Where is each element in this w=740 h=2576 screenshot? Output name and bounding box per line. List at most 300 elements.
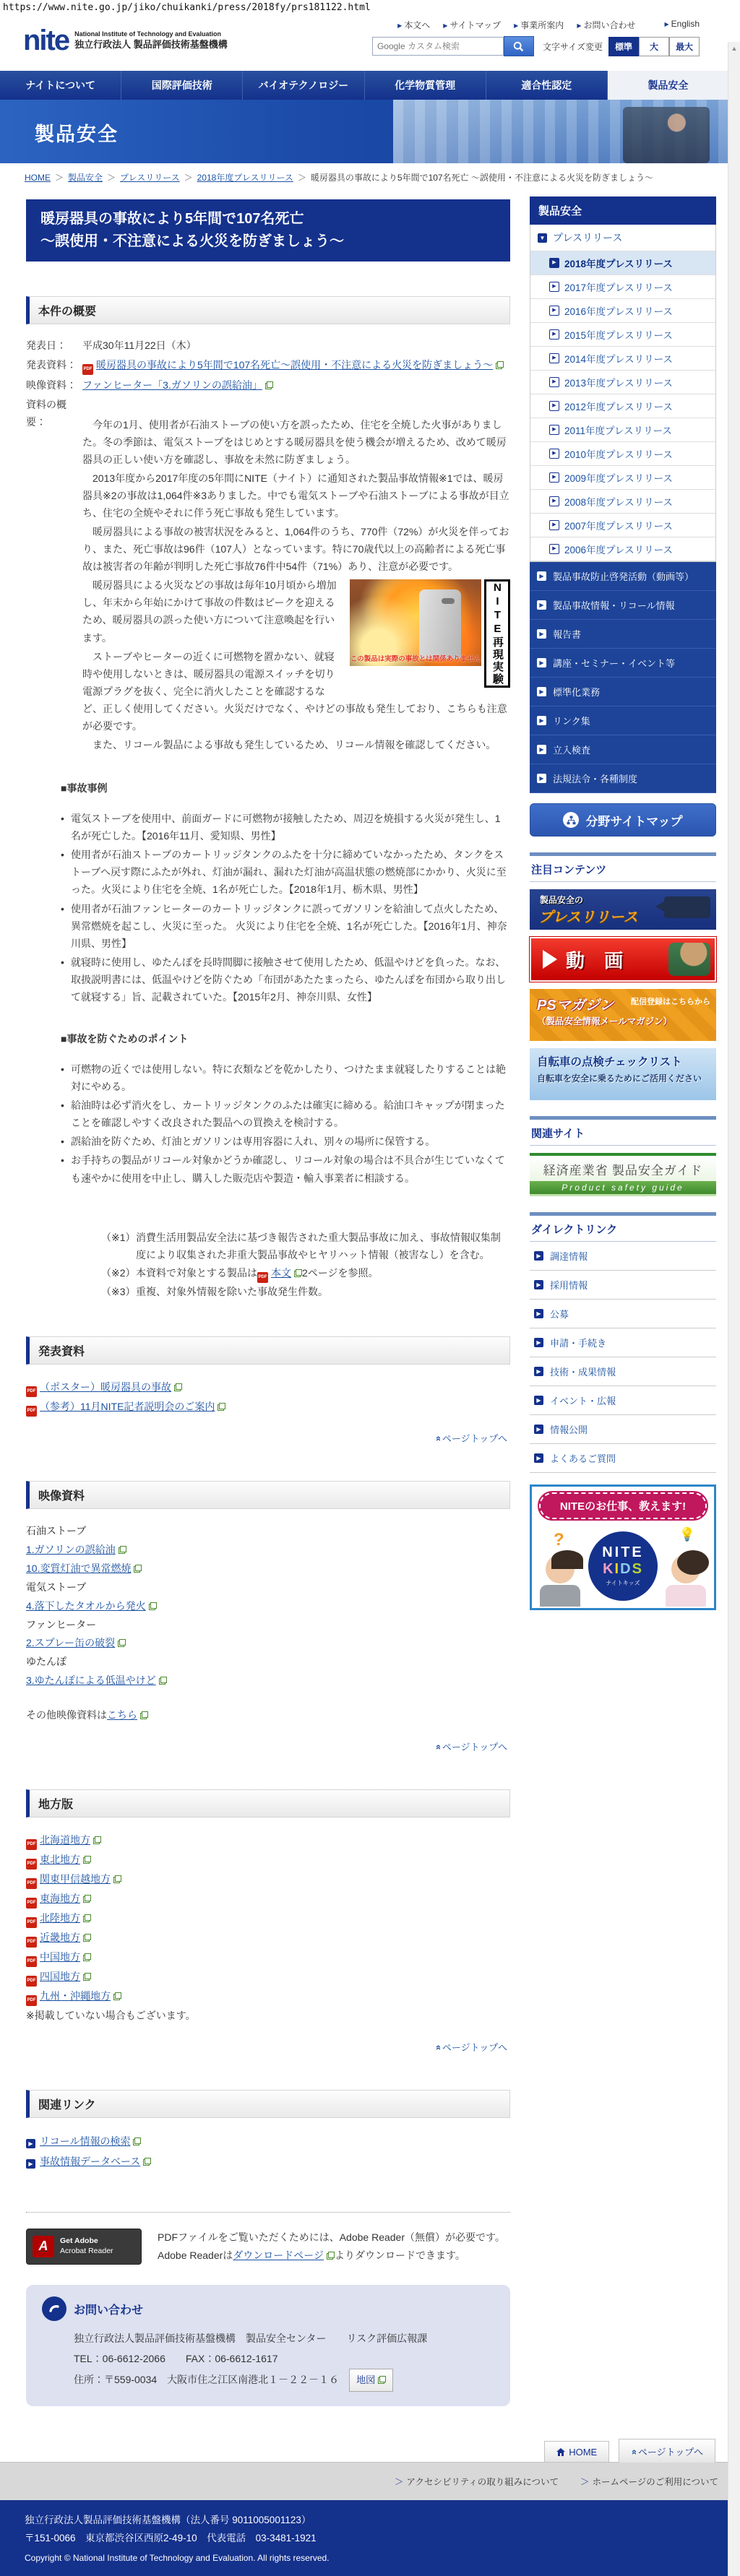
- press-docs-heading: 発表資料: [26, 1336, 510, 1365]
- related-link-row: [26, 2131, 510, 2151]
- banner-text: プレスリリース: [538, 909, 638, 926]
- summary-paragraph: 暖房器具による事故の被害状況をみると、1,064件のうち、770件（72%）が火災を伴っており、また、死亡事故は96件（107人）となっています。特に70歳代以上の高齢者による死亡事故は被害者の年齢が判明した死亡事故76件中54件（71%）あり、注意が必要です。: [82, 526, 509, 573]
- bicycle-checklist-banner[interactable]: [530, 1048, 716, 1100]
- video-group-label: 石油ストーブ: [26, 1525, 87, 1537]
- accessibility-link[interactable]: ＞ アクセシビリティの取り組みについて: [394, 2477, 559, 2487]
- video-link[interactable]: 10.変質灯油で異常燃焼: [26, 1562, 132, 1574]
- pdf-icon: PDF: [26, 1995, 37, 2006]
- footnote-2: [101, 1264, 510, 1283]
- scrollbar[interactable]: [728, 42, 740, 2576]
- pdf-icon: PDF: [26, 1839, 37, 1850]
- banner-text: 経済産業省 製品安全ガイド: [543, 1164, 703, 1178]
- dog-photo: [668, 943, 710, 976]
- arrow-right-icon: ▶: [537, 687, 546, 696]
- arrow-right-icon: ▶: [537, 774, 546, 783]
- nav-item-international[interactable]: 国際評価技術: [121, 71, 242, 100]
- related-sites-heading: 関連サイト: [530, 1116, 716, 1146]
- article-title-box: [26, 199, 510, 262]
- summary-text: [82, 416, 510, 755]
- overview-heading: 本件の概要: [26, 296, 510, 324]
- utility-link-offices[interactable]: ▶ 事業所案内: [514, 20, 564, 30]
- pdf-icon: PDF: [26, 1976, 37, 1987]
- question-mark-icon: ?: [554, 1530, 564, 1550]
- nite-logo-text: nite: [23, 25, 69, 56]
- regional-pdf-link[interactable]: 北陸地方: [40, 1912, 80, 1924]
- nite-experiment-label: NITE再現実験: [484, 579, 510, 688]
- url-bar: https://www.nite.go.jp/jiko/chuikanki/press/2018fy/prs181122.html: [3, 2, 371, 13]
- triangle-icon: ▶: [664, 21, 669, 27]
- sidebar-item-reports[interactable]: ▶ 報告書: [530, 620, 716, 649]
- breadcrumb-separator: ＞: [184, 173, 193, 183]
- summary-paragraph: 今年の1月、使用者が石油ストーブの使い方を誤ったため、住宅を全焼した火事がありました。冬の季節は、電気ストーブをはじめとする暖房器具を使う機会が増えるため、改めて暖房器具の正しい使い方を確認し、事故を未然に防ぎましょう。: [82, 418, 507, 465]
- utility-nav: [397, 19, 700, 31]
- pdf-icon: PDF: [257, 1272, 268, 1283]
- footnotes: [101, 1229, 510, 1301]
- sidebar-item-events[interactable]: ▶ イベント・広報: [530, 1386, 716, 1415]
- new-window-icon: [140, 1711, 148, 1719]
- sidebar-item-press-2009[interactable]: ▶ 2009年度プレスリリース: [530, 466, 715, 490]
- page-top-link[interactable]: »ページトップへ: [431, 1742, 507, 1753]
- prevention-point-item: • 誤給油を防ぐため、灯油とガソリンは専用容器に入れ、別々の場所に保管する。: [61, 1133, 510, 1150]
- new-window-icon: [83, 1953, 91, 1961]
- banner-text: PSマガジン: [537, 998, 614, 1014]
- new-window-icon: [133, 2138, 141, 2145]
- home-button[interactable]: HOME: [544, 2441, 609, 2462]
- page-top-link[interactable]: »ページトップへ: [431, 1433, 507, 1445]
- contact-tel: TEL：06-6612-2066 FAX：06-6612-1617: [74, 2353, 278, 2364]
- contact-org: 独立行政法人製品評価技術基盤機構 製品安全センター リスク評価広報課: [74, 2333, 428, 2344]
- summary-paragraph: 2013年度から2017年度の5年間にNITE（ナイト）に通知された製品事故情報※1では、暖房器具※2の事故は1,064件※3ありました。中でも電気ストーブや石油ストーブによる事故が目立ち、住宅の全焼やそれに伴う死亡事故も発生しています。: [82, 472, 509, 519]
- banner-text: 動 画: [566, 949, 631, 972]
- nav-item-conformity[interactable]: 適合性認定: [486, 71, 607, 100]
- arrow-right-icon: ▶: [549, 258, 559, 268]
- arrow-right-icon: ▶: [534, 1425, 543, 1434]
- meta-value: 平成30年11月22日（木）: [82, 340, 197, 352]
- accident-case-item: • 使用者が石油ストーブのカートリッジタンクのふたを十分に締めていなかったため、タンクをストーブへ戻す際にふたが外れ、灯油が漏れ、漏れた灯油が高温状態の燃焼部にかかり、火災に至った。火災により住宅を全焼、1名が死亡した。【2018年1月、栃木県、男性】: [61, 846, 510, 898]
- girl-photo: [663, 1555, 708, 1608]
- sidebar-item-recall-info[interactable]: ▶ 製品事故情報・リコール情報: [530, 591, 716, 620]
- camera-icon: [664, 896, 710, 918]
- arrow-right-icon: ▶: [549, 520, 559, 530]
- pdf-icon: PDF: [26, 1859, 37, 1870]
- arrow-right-icon: ▶: [534, 1453, 543, 1463]
- arrow-right-icon: ▶: [534, 1309, 543, 1318]
- direct-links-heading: ダイレクトリンク: [530, 1212, 716, 1242]
- font-size-large-button[interactable]: 大: [639, 37, 669, 56]
- chevron-up-icon: »: [431, 1436, 443, 1442]
- new-window-icon: [174, 1383, 182, 1391]
- related-links-heading: 関連リンク: [26, 2090, 510, 2118]
- regional-pdf-link[interactable]: 関東甲信越地方: [40, 1873, 111, 1885]
- new-window-icon: [83, 1895, 91, 1903]
- pdf-icon: PDF: [26, 1937, 37, 1948]
- phone-icon: [42, 2296, 66, 2321]
- new-window-icon: [113, 1992, 121, 2000]
- sidebar-item-press-2015[interactable]: ▶ 2015年度プレスリリース: [530, 323, 715, 347]
- meta-label: 映像資料：: [26, 379, 77, 392]
- content-area: [0, 191, 728, 2406]
- accident-db-link[interactable]: 事故情報データベース: [40, 2155, 141, 2167]
- site-footer: [0, 2500, 728, 2576]
- recall-search-link[interactable]: リコール情報の検索: [40, 2135, 131, 2147]
- arrow-square-icon: ▶: [26, 2139, 35, 2148]
- new-window-icon: [118, 1639, 126, 1647]
- regional-row: [26, 1928, 510, 1948]
- sidebar-press-box: [530, 225, 716, 562]
- sidebar-item-press-2014[interactable]: ▶ 2014年度プレスリリース: [530, 347, 715, 371]
- search-icon: [513, 41, 524, 52]
- arrow-right-icon: ▶: [549, 401, 559, 411]
- new-window-icon: [134, 1565, 142, 1573]
- arrow-right-icon: ▶: [549, 472, 559, 483]
- regional-row: [26, 1987, 510, 2006]
- breadcrumb-separator: ＞: [107, 173, 116, 183]
- nite-kids-banner[interactable]: [530, 1484, 716, 1610]
- arrow-right-icon: ▶: [549, 306, 559, 316]
- breadcrumb-separator: ＞: [297, 173, 306, 183]
- site-usage-link[interactable]: ＞ ホームページのご利用について: [580, 2477, 718, 2487]
- other-videos-text: その他映像資料は: [26, 1709, 107, 1721]
- video-banner[interactable]: [530, 937, 716, 982]
- arrow-right-icon: ▶: [537, 716, 546, 725]
- nav-item-chemical[interactable]: 化学物質管理: [364, 71, 486, 100]
- footnote-text: 重複、対象外情報を除いた事故発生件数。: [136, 1285, 328, 1297]
- nite-logo[interactable]: [23, 25, 228, 56]
- breadcrumb-home[interactable]: HOME: [25, 173, 51, 183]
- videos-heading: 映像資料: [26, 1481, 510, 1509]
- video-group-label: 電気ストーブ: [26, 1581, 87, 1593]
- contact-heading: お問い合わせ: [74, 2304, 144, 2317]
- video-group-label: ファンヒーター: [26, 1618, 97, 1630]
- article-title-line1: 暖房器具の事故により5年間で107名死亡: [40, 211, 304, 228]
- arrow-right-icon: ▶: [534, 1396, 543, 1405]
- pdf-icon: PDF: [26, 1956, 37, 1967]
- video-link-row: [26, 1672, 510, 1690]
- arrow-right-icon: ▶: [549, 496, 559, 506]
- adobe-badge-line2: Acrobat Reader: [60, 2246, 113, 2255]
- accident-case-item: • 就寝時に使用し、ゆたんぽを長時間脚に接触させて使用したため、低温やけどを負った。なお、取扱説明書には、低温やけどを防ぐため「布団があたたまったら、ゆたんぽを布団から取り出して就寝する」旨、記載されていた。【2015年2月、神奈川県、女性】: [61, 954, 510, 1006]
- field-sitemap-button[interactable]: 分野サイトマップ: [530, 803, 716, 837]
- sidebar-item-links[interactable]: ▶ リンク集: [530, 706, 716, 735]
- nite-kids-logo: NITE KIDS ナイトキッズ: [588, 1531, 658, 1601]
- utility-link-honbun[interactable]: ▶ 本文へ: [397, 20, 431, 30]
- video-link[interactable]: 4.落下したタオルから発火: [26, 1599, 146, 1612]
- new-window-icon: [83, 1973, 91, 1981]
- utility-link-sitemap[interactable]: ▶ サイトマップ: [443, 20, 502, 30]
- triangle-icon: ▶: [443, 22, 448, 29]
- footnote-number: （※3）: [101, 1285, 136, 1297]
- logo-english-name: National Institute of Technology and Evaluation: [74, 30, 221, 38]
- meta-label: 発表資料：: [26, 359, 77, 371]
- sidebar-item-recruitment[interactable]: ▶ 採用情報: [530, 1271, 716, 1300]
- fire-photo-caption: この製品は実際の事故とは関係ありません: [350, 654, 481, 663]
- article-title-line2: ～誤使用・不注意による火災を防ぎましょう～: [40, 233, 344, 250]
- regional-row: [26, 1889, 510, 1909]
- arrow-right-icon: ▶: [537, 600, 546, 610]
- breadcrumb-product-safety[interactable]: 製品安全: [68, 173, 103, 183]
- contact-heading-row: [42, 2296, 494, 2321]
- pdf-icon: PDF: [26, 1406, 37, 1417]
- arrow-right-icon: ▶: [537, 658, 546, 667]
- arrow-right-icon: ▶: [549, 329, 559, 340]
- footer-utility-bar: [0, 2462, 728, 2500]
- adobe-download-link[interactable]: ダウンロードページ: [233, 2249, 324, 2261]
- nav-item-biotech[interactable]: バイオテクノロジー: [242, 71, 363, 100]
- meta-row-date: [26, 337, 510, 355]
- new-window-icon: [294, 1269, 302, 1277]
- press-release-banner[interactable]: [530, 889, 716, 930]
- pdf-icon: PDF: [26, 1898, 37, 1909]
- triangle-icon: ▶: [397, 22, 403, 29]
- fire-experiment-figure: [350, 579, 510, 688]
- hero-banner: [0, 100, 728, 163]
- new-window-icon: [93, 1836, 101, 1844]
- scrollbar-up-arrow[interactable]: ▲: [731, 45, 738, 52]
- chevron-up-icon: »: [627, 2449, 639, 2455]
- regional-pdf-link[interactable]: 四国地方: [40, 1971, 80, 1983]
- footnote-3: [101, 1283, 510, 1301]
- page-top-link[interactable]: »ページトップへ: [431, 2041, 507, 2053]
- footer-address: 〒151-0066 東京都渋谷区西原2-49-10 代表電話 03-3481-1921: [25, 2533, 317, 2543]
- sidebar-item-press-2017[interactable]: ▶ 2017年度プレスリリース: [530, 275, 715, 299]
- hero-photo-figure: [623, 107, 710, 163]
- triangle-icon: ▶: [514, 22, 519, 29]
- video-group-label: ゆたんぽ: [26, 1656, 66, 1668]
- footer-copyright: Copyright © National Institute of Technology and Evaluation. All rights reserved.: [25, 2553, 330, 2563]
- lightbulb-icon: 💡: [679, 1527, 695, 1542]
- arrow-right-icon: ▶: [537, 629, 546, 639]
- nav-item-product-safety[interactable]: 製品安全: [607, 71, 728, 100]
- regional-heading: 地方版: [26, 1789, 510, 1818]
- related-link-row: [26, 2151, 510, 2171]
- adobe-reader-note: [26, 2229, 510, 2265]
- video-link-row: [26, 1541, 510, 1560]
- video-link[interactable]: 2.スプレー缶の破裂: [26, 1637, 116, 1649]
- featured-contents-heading: 注目コンテンツ: [530, 852, 716, 882]
- arrow-right-icon: ▶: [549, 449, 559, 459]
- sidebar-item-faq[interactable]: ▶ よくあるご質問: [530, 1444, 716, 1473]
- sidebar-item-disclosure[interactable]: ▶ 情報公開: [530, 1415, 716, 1444]
- banner-subtext: 配信登録はこちらから: [631, 998, 710, 1007]
- video-doc-link[interactable]: ファンヒーター「3.ガソリンの誤給油」: [82, 379, 262, 392]
- regional-row: [26, 1967, 510, 1987]
- sidebar-item-press-2013[interactable]: ▶ 2013年度プレスリリース: [530, 371, 715, 394]
- sidebar-item-press-2008[interactable]: ▶ 2008年度プレスリリース: [530, 490, 715, 514]
- banner-text: （製品安全情報メールマガジン）: [537, 1016, 672, 1027]
- font-size-standard-button[interactable]: 標準: [608, 37, 639, 56]
- breadcrumb-current: 暖房器具の事故により5年間で107名死亡 ～誤使用・不注意による火災を防ぎましょう～: [310, 173, 653, 183]
- new-window-icon: [119, 1546, 126, 1554]
- utility-link-contact[interactable]: ▶ お問い合わせ: [577, 20, 636, 30]
- video-link-row: [26, 1634, 510, 1653]
- pdf-icon: PDF: [82, 364, 93, 375]
- arrow-right-icon: ▶: [549, 282, 559, 292]
- regional-row: [26, 1831, 510, 1850]
- regional-note: ※掲載していない場合もございます。: [26, 2010, 196, 2022]
- footer-tabs: [0, 2406, 728, 2462]
- regional-pdf-link[interactable]: 中国地方: [40, 1951, 80, 1963]
- sidebar-item-press-2012[interactable]: ▶ 2012年度プレスリリース: [530, 394, 715, 418]
- arrow-right-icon: ▶: [534, 1251, 543, 1261]
- logo-japanese-name: 独立行政法人 製品評価技術基盤機構: [74, 38, 228, 50]
- search-input[interactable]: [372, 37, 504, 56]
- contact-address: 住所：〒559-0034 大阪市住之江区南港北１－２２－１６: [74, 2374, 340, 2385]
- new-window-icon: [496, 361, 504, 369]
- briefing-pdf-link[interactable]: （参考）11月NITE記者説明会のご案内: [40, 1401, 215, 1413]
- meta-row-press-doc: [26, 357, 510, 375]
- accident-cases-heading: ■事故事例: [61, 782, 108, 795]
- new-window-icon: [83, 1856, 91, 1864]
- banner-text: 自転車の点検チェックリスト: [537, 1056, 682, 1069]
- arrow-square-icon: ▶: [26, 2159, 35, 2169]
- poster-pdf-link[interactable]: （ポスター）暖房器具の事故: [40, 1381, 171, 1393]
- videos-list: [26, 1522, 510, 1725]
- main-column: [26, 196, 510, 2406]
- contact-body: [74, 2328, 494, 2392]
- sidebar-item-regulations[interactable]: ▶ 法規法令・各種制度: [530, 764, 716, 793]
- new-window-icon: [218, 1403, 225, 1411]
- related-links-list: [26, 2131, 510, 2171]
- regional-row: [26, 1909, 510, 1928]
- sidebar-item-press-2006[interactable]: ▶ 2006年度プレスリリース: [530, 537, 715, 561]
- chevron-up-icon: »: [431, 2044, 443, 2050]
- search-button[interactable]: [504, 36, 534, 56]
- footnote-text: 本資料で対象とする製品は: [136, 1266, 257, 1279]
- meta-label: 資料の概要：: [26, 398, 66, 428]
- boy-photo: [538, 1555, 582, 1608]
- regional-pdf-link[interactable]: 東北地方: [40, 1854, 80, 1866]
- sidebar-item-procurement[interactable]: ▶ 調達情報: [530, 1242, 716, 1271]
- prevention-point-item: • 可燃物の近くでは使用しない。特に衣類などを乾かしたり、つけたまま就寝したりすることは絶対にやめる。: [61, 1060, 510, 1095]
- sidebar: [530, 196, 716, 1610]
- angle-icon: ＞: [580, 2477, 590, 2487]
- sidebar-item-press-2011[interactable]: ▶ 2011年度プレスリリース: [530, 418, 715, 442]
- accident-case-item: • 使用者が石油ファンヒーターのカートリッジタンクに誤ってガソリンを給油して点火したため、異常燃焼を起こし、火災に至った。 火災により住宅を全焼、1名が死亡した。【2016年1月、神奈川県、男性】: [61, 900, 510, 952]
- footer-org: 独立行政法人製品評価技術基盤機構（法人番号 9011005001123）: [25, 2515, 311, 2525]
- regional-pdf-link[interactable]: 北海道地方: [40, 1834, 90, 1846]
- arrow-right-icon: ▶: [549, 425, 559, 435]
- play-icon: [543, 950, 557, 969]
- breadcrumb: [0, 163, 728, 191]
- fire-photo: [350, 579, 481, 666]
- press-doc-link[interactable]: 暖房器具の事故により5年間で107名死亡～誤使用・不注意による火災を防ぎましょう～: [96, 359, 494, 371]
- breadcrumb-separator: ＞: [55, 173, 64, 183]
- regional-row: [26, 1850, 510, 1870]
- press-docs-list: [26, 1378, 510, 1417]
- arrow-right-icon: ▶: [534, 1338, 543, 1347]
- adobe-icon: A: [33, 2236, 54, 2257]
- video-link[interactable]: 3.ゆたんぽによる低温やけど: [26, 1674, 156, 1687]
- new-window-icon: [327, 2252, 335, 2260]
- utility-link-english[interactable]: ▶ English: [664, 19, 700, 29]
- new-window-icon: [83, 1914, 91, 1922]
- sidebar-item-technology[interactable]: ▶ 技術・成果情報: [530, 1357, 716, 1386]
- pdf-icon: PDF: [26, 1917, 37, 1928]
- header-search-area: [372, 36, 700, 56]
- arrow-right-icon: ▶: [534, 1280, 543, 1289]
- adobe-badge-line1: Get Adobe: [60, 2236, 98, 2245]
- font-size-max-button[interactable]: 最大: [669, 37, 700, 56]
- meti-product-safety-guide-banner[interactable]: [530, 1153, 716, 1196]
- pdf-icon: PDF: [26, 1878, 37, 1889]
- sidebar-title: 製品安全: [530, 196, 716, 225]
- video-link-row: [26, 1560, 510, 1578]
- video-link[interactable]: 1.ガソリンの誤給油: [26, 1544, 116, 1556]
- new-window-icon: [143, 2158, 151, 2166]
- prevention-point-item: • 給油時は必ず消火をし、カートリッジタンクのふたは確実に締める。給油口キャップが閉まったことを確認しやすく改良された製品への買換えを検討する。: [61, 1097, 510, 1131]
- new-window-icon: [378, 2376, 386, 2384]
- pdf-icon: PDF: [26, 1386, 37, 1397]
- map-button[interactable]: 地図: [349, 2369, 393, 2392]
- sidebar-item-press-2007[interactable]: ▶ 2007年度プレスリリース: [530, 514, 715, 537]
- sidebar-item-press-2018[interactable]: ▶ 2018年度プレスリリース: [530, 251, 715, 275]
- meta-label: 発表日：: [26, 340, 66, 352]
- adobe-note-text: PDFファイルをご覧いただくためには、Adobe Reader（無償）が必要です。Adobe Readerは: [158, 2231, 505, 2261]
- sidebar-item-press-2016[interactable]: ▶ 2016年度プレスリリース: [530, 299, 715, 323]
- banner-subtext: 自転車を安全に乗るためにご活用ください: [537, 1073, 702, 1084]
- main-text-pdf-link[interactable]: 本文: [271, 1266, 291, 1279]
- press-doc-row: [26, 1378, 510, 1397]
- arrow-right-icon: ▶: [534, 1367, 543, 1376]
- ps-magazine-banner[interactable]: [530, 989, 716, 1041]
- sidebar-item-applications[interactable]: ▶ 申請・手続き: [530, 1328, 716, 1357]
- regional-pdf-link[interactable]: 九州・沖縄地方: [40, 1990, 111, 2002]
- chevron-up-icon: »: [431, 1744, 443, 1750]
- new-window-icon: [113, 1875, 121, 1883]
- global-nav: [0, 71, 728, 100]
- arrow-right-icon: ▶: [549, 353, 559, 363]
- sidebar-item-press-2010[interactable]: ▶ 2010年度プレスリリース: [530, 442, 715, 466]
- page-top-button[interactable]: »ページトップへ: [619, 2439, 715, 2463]
- heater-shape: [419, 589, 461, 659]
- summary-paragraph: 暖房器具による火災などの事故は毎年10月頃から増加し、年末から年始にかけて事故の件数はピークを迎えるため、暖房器具の誤った使い方について注意喚起を行います。: [82, 579, 337, 644]
- sidebar-item-press-release[interactable]: ▼ プレスリリース: [530, 225, 715, 251]
- footnote-text: 2ページを参照。: [302, 1266, 379, 1279]
- accident-cases-section: [61, 779, 510, 1006]
- prevention-points-heading: ■事故を防ぐためのポイント: [61, 1033, 189, 1045]
- banner-text: 製品安全の: [540, 895, 584, 906]
- kids-bubble-text: NITEのお仕事、教えます!: [539, 1492, 707, 1519]
- new-window-icon: [149, 1602, 157, 1610]
- regional-pdf-link[interactable]: 東海地方: [40, 1893, 80, 1905]
- nav-item-about[interactable]: ナイトについて: [25, 79, 95, 91]
- accident-case-item: • 電気ストーブを使用中、前面ガードに可燃物が接触したため、周辺を焼損する火災が発生し、1名が死亡した。【2016年11月、愛知県、男性】: [61, 810, 510, 844]
- sidebar-item-standardization[interactable]: ▶ 標準化業務: [530, 678, 716, 706]
- video-link-row: [26, 1597, 510, 1616]
- breadcrumb-press[interactable]: プレスリリース: [120, 173, 180, 183]
- banner-subtext: Product safety guide: [530, 1181, 716, 1194]
- footnote-number: （※1）: [101, 1231, 136, 1243]
- sidebar-item-seminars[interactable]: ▶ 講座・セミナー・イベント等: [530, 649, 716, 678]
- press-doc-row: [26, 1397, 510, 1417]
- angle-icon: ＞: [394, 2477, 404, 2487]
- breadcrumb-press-2018[interactable]: 2018年度プレスリリース: [197, 173, 293, 183]
- other-videos-link[interactable]: こちら: [107, 1709, 137, 1721]
- chevron-down-icon: ▼: [538, 233, 547, 243]
- regional-pdf-link[interactable]: 近畿地方: [40, 1932, 80, 1944]
- sidebar-item-inspection[interactable]: ▶ 立入検査: [530, 735, 716, 764]
- adobe-note-text: よりダウンロードできます。: [335, 2249, 465, 2261]
- arrow-right-icon: ▶: [537, 571, 546, 581]
- sidebar-item-awareness[interactable]: ▶ 製品事故防止啓発活動（動画等）: [530, 562, 716, 591]
- hero-title: 製品安全: [35, 124, 119, 145]
- sidebar-item-public-offering[interactable]: ▶ 公募: [530, 1300, 716, 1328]
- footnote-number: （※2）: [101, 1266, 136, 1279]
- site-header: [0, 14, 728, 71]
- get-adobe-reader-badge[interactable]: [26, 2229, 142, 2265]
- new-window-icon: [265, 381, 273, 389]
- new-window-icon: [83, 1934, 91, 1942]
